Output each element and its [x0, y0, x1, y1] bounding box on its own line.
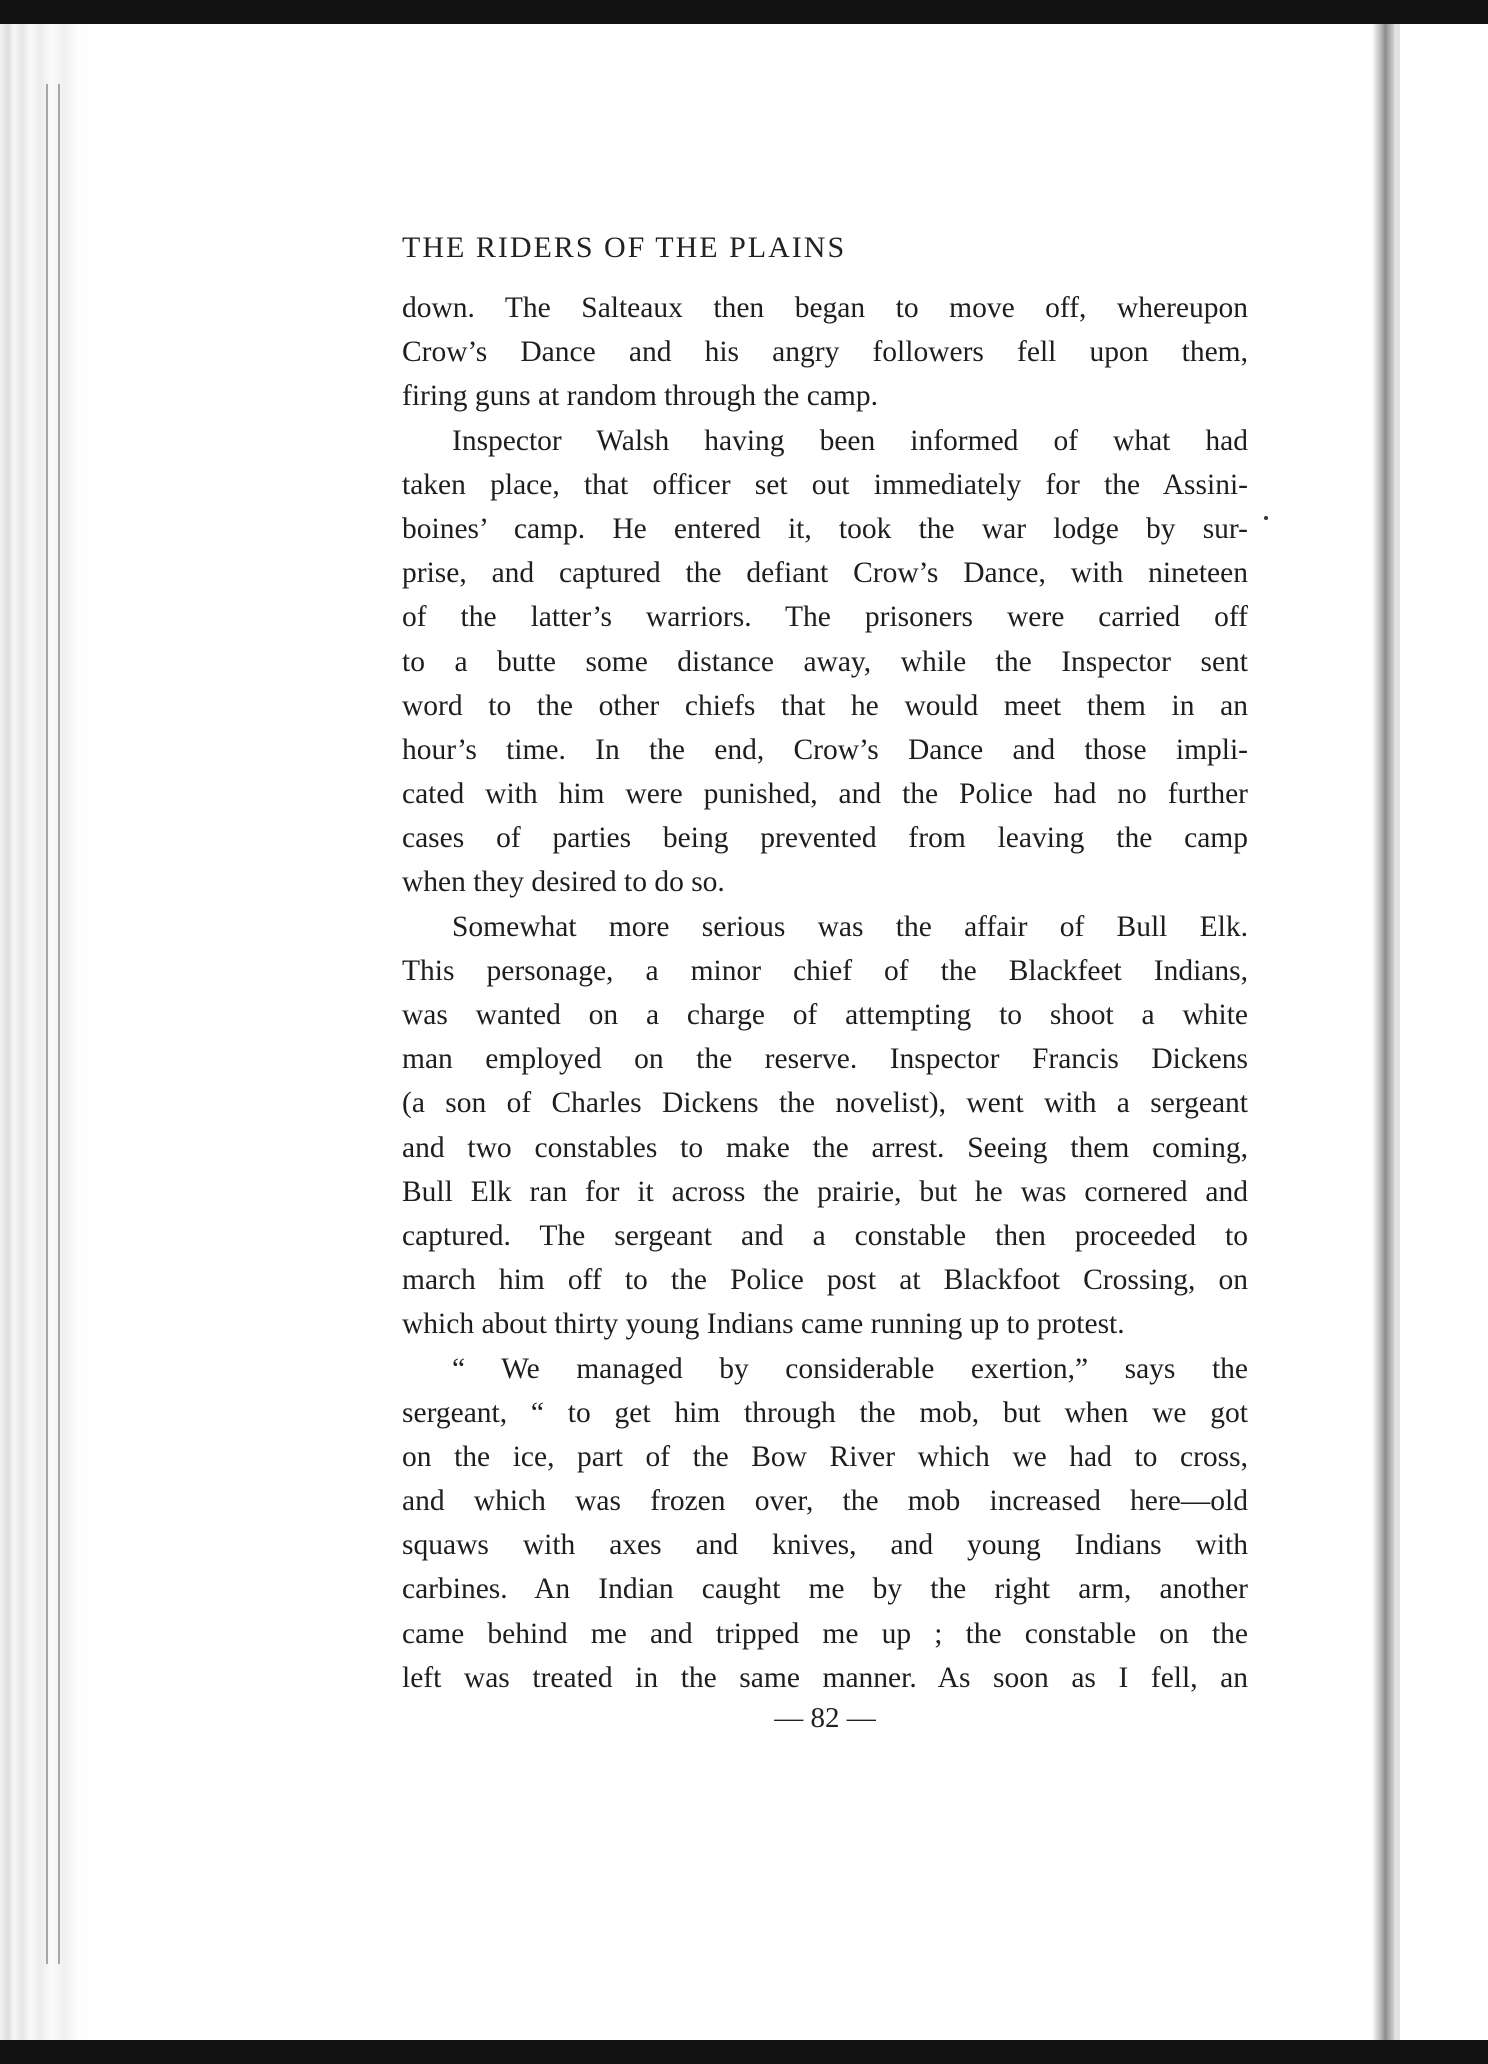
text-line: Bull Elk ran for it across the prairie, but he was cornered and: [402, 1175, 1248, 1208]
margin-dot: [1264, 516, 1268, 520]
text-line: carbines. An Indian caught me by the right arm, another: [402, 1573, 1248, 1606]
text-line: Crow’s Dance and his angry followers fell upon them,: [402, 336, 1248, 369]
text-line: word to the other chiefs that he would meet them in an: [402, 689, 1248, 722]
scan-bottom-border: [0, 2040, 1488, 2064]
page-edge-shadow: [1372, 24, 1394, 2040]
text-line: Inspector Walsh having been informed of what had: [452, 424, 1248, 457]
text-line: squaws with axes and knives, and young Indians with: [402, 1529, 1248, 1562]
text-line: (a son of Charles Dickens the novelist), went with a sergeant: [402, 1087, 1248, 1120]
text-line: This personage, a minor chief of the Blackfeet Indians,: [402, 954, 1248, 987]
text-line: was wanted on a charge of attempting to shoot a white: [402, 999, 1248, 1031]
text-line: cated with him were punished, and the Police had no further: [402, 778, 1248, 811]
page-right-edge: [1372, 24, 1488, 2040]
text-line: captured. The sergeant and a constable then proceeded to: [402, 1219, 1248, 1252]
text-line: came behind me and tripped me up ; the constable on the: [402, 1617, 1248, 1650]
text-line: on the ice, part of the Bow River which we had to cross,: [402, 1440, 1248, 1473]
text-line: firing guns at random through the camp.: [402, 380, 878, 413]
text-line: taken place, that officer set out immediately for the Assini-: [402, 468, 1248, 501]
text-line: which about thirty young Indians came running up to protest.: [402, 1308, 1125, 1341]
text-line: man employed on the reserve. Inspector Francis Dickens: [402, 1043, 1248, 1076]
text-line: sergeant, “ to get him through the mob, but when we got: [402, 1396, 1248, 1429]
text-line: prise, and captured the defiant Crow’s Dance, with nineteen: [402, 557, 1248, 590]
spine-line: [58, 84, 60, 1964]
text-line: when they desired to do so.: [402, 866, 725, 899]
text-line: “ We managed by considerable exertion,” says the: [452, 1352, 1248, 1385]
running-head: THE RIDERS OF THE PLAINS: [402, 231, 847, 264]
text-line: boines’ camp. He entered it, took the war lodge by sur-: [402, 512, 1248, 545]
text-line: down. The Salteaux then began to move off, whereupon: [402, 292, 1248, 324]
page-edge-shade: [1394, 24, 1400, 2040]
text-line: hour’s time. In the end, Crow’s Dance and those impli-: [402, 733, 1248, 766]
scan-top-border: [0, 0, 1488, 24]
text-line: to a butte some distance away, while the Inspector sent: [402, 645, 1248, 678]
text-line: march him off to the Police post at Blackfoot Crossing, on: [402, 1264, 1248, 1297]
spine-line: [46, 84, 48, 1964]
text-line: left was treated in the same manner. As soon as I fell, an: [402, 1661, 1248, 1694]
page-number: — 82 —: [774, 1702, 876, 1734]
text-line: of the latter’s warriors. The prisoners were carried off: [402, 601, 1248, 634]
book-page: [402, 228, 1248, 1740]
text-line: cases of parties being prevented from leaving the camp: [402, 822, 1248, 855]
text-line: Somewhat more serious was the affair of Bull Elk.: [452, 910, 1248, 943]
text-line: and which was frozen over, the mob increased here—old: [402, 1485, 1248, 1518]
book-spine-edge: [0, 24, 96, 2040]
text-line: and two constables to make the arrest. Seeing them coming,: [402, 1131, 1248, 1164]
